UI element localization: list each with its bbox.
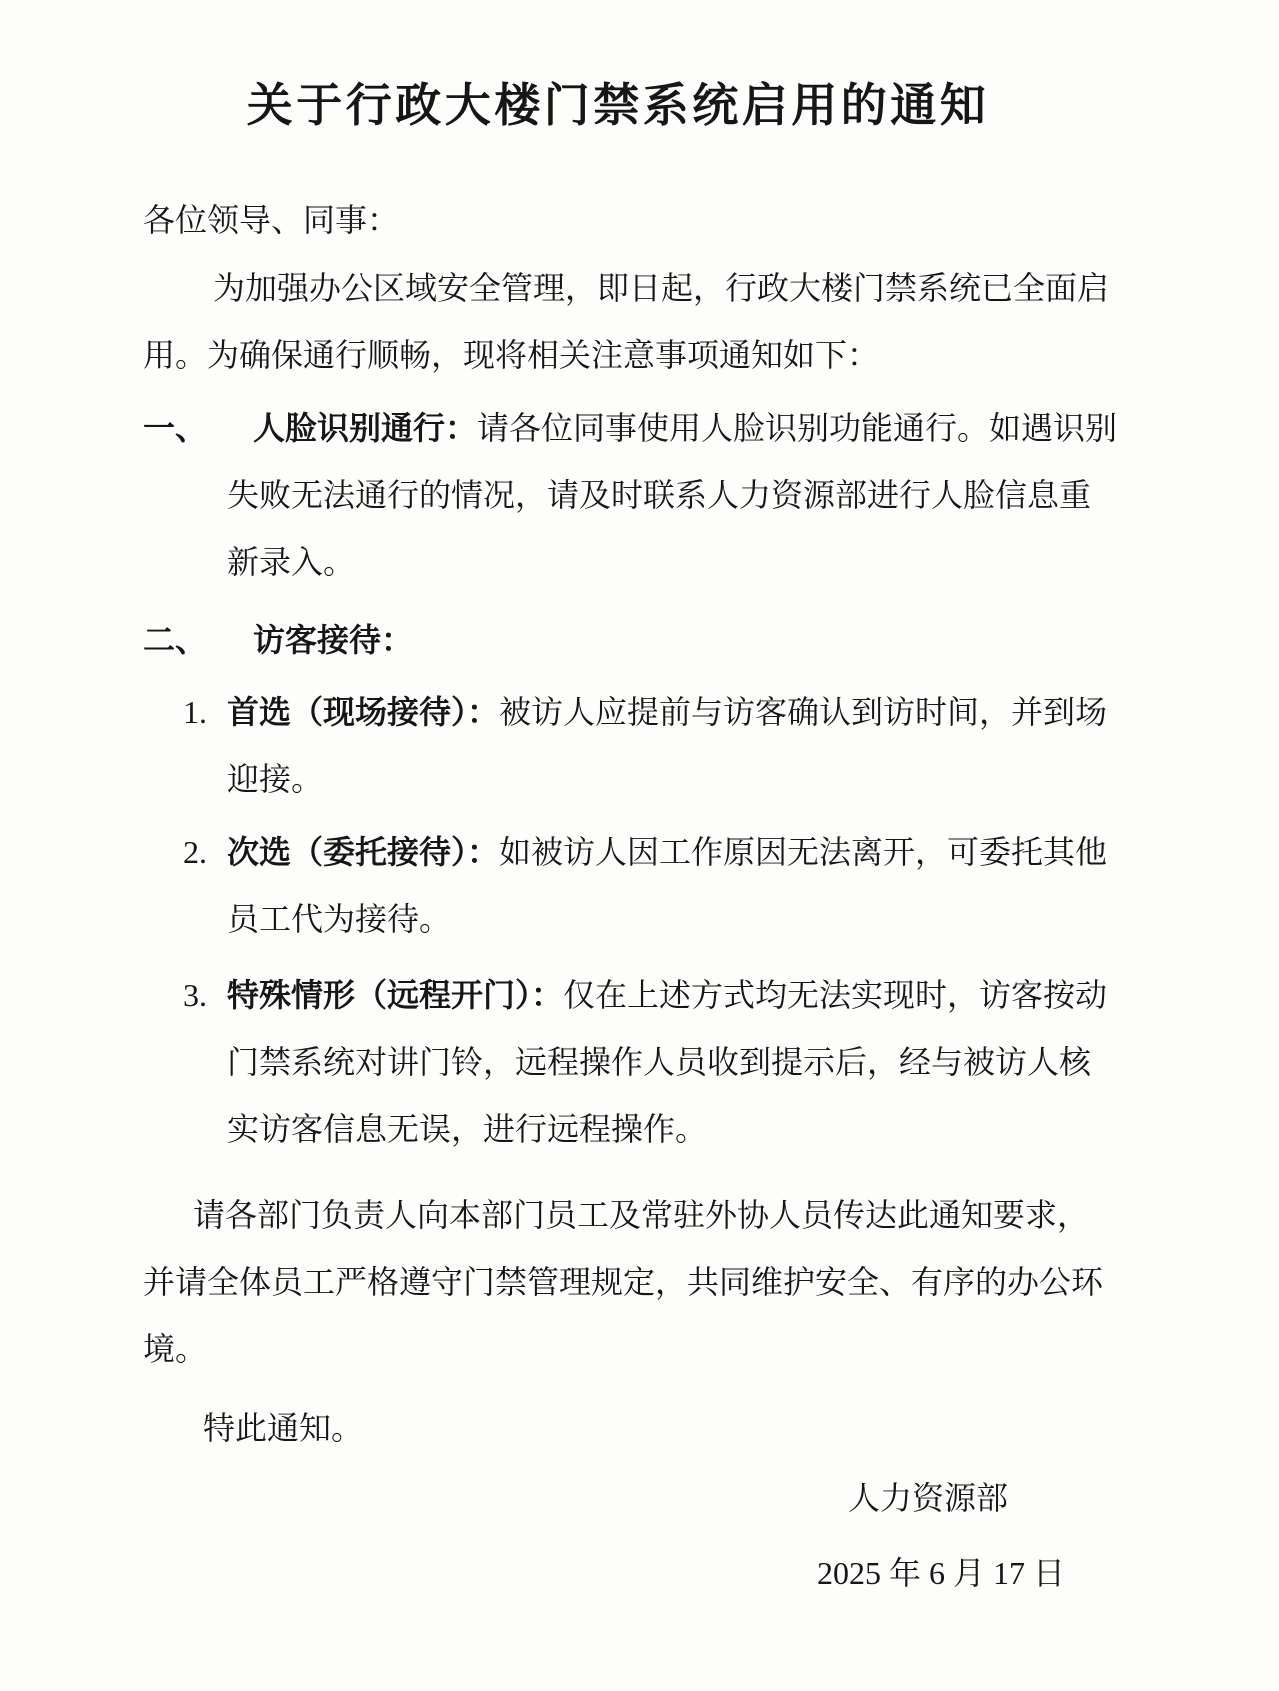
section-face-recognition — [143, 395, 1123, 596]
item-1-label: 首选（现场接待）： — [227, 694, 500, 730]
visitor-item-2 — [143, 819, 1123, 953]
section-1-marker: 一、 — [143, 410, 208, 446]
item-3-number: 3. — [183, 977, 207, 1013]
salutation-line: 各位领导、同事： — [143, 202, 400, 238]
item-2-number: 2. — [183, 834, 207, 870]
item-3-text: 仅在上述方式均无法实现时，访客按动 — [563, 977, 1108, 1013]
item-2-label: 次选（委托接待）： — [227, 834, 500, 870]
section-1-line-1 — [143, 395, 1123, 462]
item-3-label: 特殊情形（远程开门）： — [227, 977, 564, 1013]
section-1-label: 人脸识别通行： — [253, 410, 478, 446]
intro-line-1: 为加强办公区域安全管理，即日起，行政大楼门禁系统已全面启 — [213, 270, 1110, 306]
item-1-line-1 — [143, 679, 1123, 746]
closing-line-3: 境。 — [143, 1331, 208, 1367]
item-3-line-1 — [143, 962, 1123, 1029]
item-1-text: 被访人应提前与访客确认到访时间，并到场 — [499, 694, 1108, 730]
section-1-text: 请各位同事使用人脸识别功能通行。如遇识别 — [477, 410, 1118, 446]
section-2-label: 访客接待： — [253, 622, 414, 658]
signature-date: 2025 年 6 月 17 日 — [816, 1555, 1065, 1591]
signature-department: 人力资源部 — [847, 1480, 1008, 1516]
visitor-item-1 — [143, 679, 1123, 813]
section-2-marker: 二、 — [143, 622, 208, 658]
item-2-line-1 — [143, 819, 1123, 886]
section-1-line-2: 失败无法通行的情况，请及时联系人力资源部进行人脸信息重 — [227, 477, 1092, 513]
closing-line-2: 并请全体员工严格遵守门禁管理规定，共同维护安全、有序的办公环 — [143, 1264, 1104, 1300]
item-3-line-3: 实访客信息无误，进行远程操作。 — [227, 1111, 708, 1147]
signoff-line: 特此通知。 — [203, 1410, 364, 1446]
visitor-item-3 — [143, 962, 1123, 1163]
item-2-text: 如被访人因工作原因无法离开，可委托其他 — [499, 834, 1108, 870]
notice-document — [143, 78, 1123, 1607]
intro-line-2: 用。为确保通行顺畅，现将相关注意事项通知如下： — [143, 337, 880, 373]
section-visitor-reception — [143, 607, 1123, 1163]
intro-paragraph — [143, 255, 1123, 389]
closing-paragraph — [143, 1182, 1123, 1383]
closing-line-1: 请各部门负责人向本部门员工及常驻外协人员传达此通知要求， — [193, 1197, 1090, 1233]
item-1-line-2: 迎接。 — [227, 761, 324, 797]
item-3-line-2: 门禁系统对讲门铃，远程操作人员收到提示后，经与被访人核 — [227, 1044, 1092, 1080]
section-2-heading — [143, 607, 1123, 674]
notice-title: 关于行政大楼门禁系统启用的通知 — [246, 80, 990, 131]
item-1-number: 1. — [183, 694, 207, 730]
section-1-line-3: 新录入。 — [227, 544, 356, 580]
item-2-line-2: 员工代为接待。 — [227, 901, 452, 937]
